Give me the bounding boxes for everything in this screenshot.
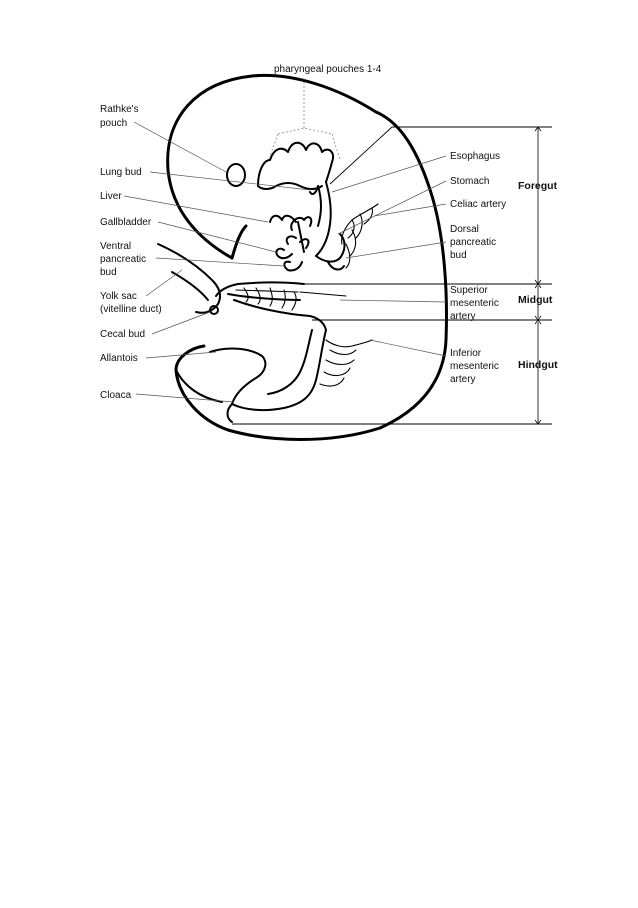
esophagus-diagonal-line (330, 127, 392, 184)
label-yolk-sac-line1: Yolk sac (100, 291, 137, 302)
liver-cords (270, 216, 311, 248)
lung-bud-leader (150, 172, 310, 190)
label-gallbladder: Gallbladder (100, 217, 152, 228)
region-hindgut: Hindgut (518, 359, 558, 371)
label-stomach: Stomach (450, 176, 490, 187)
label-inf-mesenteric-line2: mesenteric (450, 361, 499, 372)
stomach-duodenum (316, 234, 345, 262)
label-yolk-sac-line2: (vitelline duct) (100, 304, 162, 315)
label-dorsal-pancreatic-line1: Dorsal (450, 224, 479, 235)
ventral-pancreatic-shape (284, 262, 302, 271)
label-inf-mesenteric-line1: Inferior (450, 348, 482, 359)
sup-mesenteric-leader (340, 300, 446, 302)
cecal-bud-leader (152, 312, 210, 334)
label-dorsal-pancreatic-line2: pancreatic (450, 237, 497, 248)
label-ventral-pancreatic-line2: pancreatic (100, 254, 147, 265)
dorsal-pancreatic-shape (328, 262, 344, 269)
region-midgut: Midgut (518, 294, 553, 306)
label-pharyngeal-pouches: pharyngeal pouches 1-4 (274, 64, 382, 75)
label-sup-mesenteric-line1: Superior (450, 285, 488, 296)
stomach-leader (338, 181, 446, 234)
pharyngeal-pouches-shape (258, 143, 333, 186)
label-ventral-pancreatic-line3: bud (100, 267, 117, 278)
midgut-tube-inner (228, 294, 300, 300)
rathkes-leader (134, 122, 226, 172)
yolk-sac-leader (146, 270, 182, 296)
label-rathkes-pouch-line1: Rathke's (100, 104, 139, 115)
label-esophagus: Esophagus (450, 151, 501, 162)
midgut-tube-lower (234, 300, 326, 330)
label-rathkes-pouch-line2: pouch (100, 118, 128, 129)
label-lung-bud: Lung bud (100, 167, 142, 178)
region-foregut: Foregut (518, 180, 558, 192)
label-celiac-artery: Celiac artery (450, 199, 507, 210)
embryo-body-outline (168, 75, 447, 439)
esophagus-tube (316, 182, 331, 256)
label-liver: Liver (100, 191, 122, 202)
allantois-shape (210, 349, 265, 404)
label-inf-mesenteric-line3: artery (450, 374, 476, 385)
label-allantois: Allantois (100, 353, 138, 364)
esophagus-tube-inner (318, 186, 321, 226)
label-cloaca: Cloaca (100, 390, 132, 401)
vitelline-duct (158, 244, 220, 313)
dorsal-pancreatic-leader (346, 242, 446, 258)
hindgut-tube-inner (268, 330, 312, 394)
ventral-pancreatic-leader (156, 258, 284, 266)
inf-mesenteric-leader (370, 340, 446, 356)
label-sup-mesenteric-line2: mesenteric (450, 298, 499, 309)
label-cecal-bud: Cecal bud (100, 329, 146, 340)
yolk-sac-stalk (172, 272, 208, 300)
liver-stalk (298, 222, 304, 252)
celiac-artery-vessels (342, 204, 378, 268)
head-lower-edge (232, 226, 246, 258)
inferior-mesenteric-vessels (320, 340, 372, 386)
label-ventral-pancreatic-line1: Ventral (100, 241, 132, 252)
label-sup-mesenteric-line3: artery (450, 311, 476, 322)
hindgut-tube-outer (232, 330, 326, 410)
label-dorsal-pancreatic-line3: bud (450, 250, 467, 261)
gallbladder-shape (276, 249, 292, 258)
